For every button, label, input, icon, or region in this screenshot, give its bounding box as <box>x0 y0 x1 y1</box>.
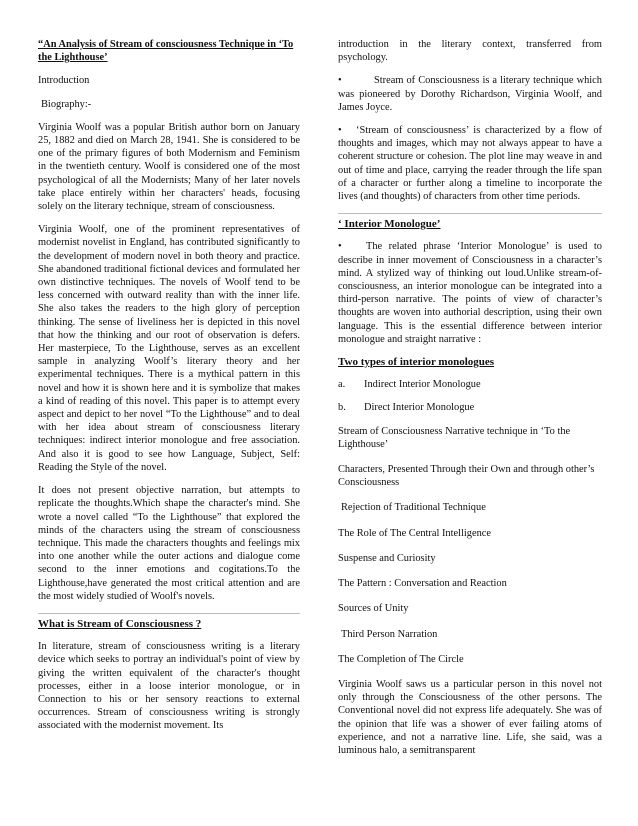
bullet-characterized-text: ‘Stream of consciousness’ is characterized by a flow of thoughts and images, which may not always appear to have a coherent structure or cohesion. The plot line may weave in and out of time and place, carrying the reader through the life span of a character or further along a timeline to incorporate the lives (and thoughts) of characters from other time periods. <box>338 125 602 203</box>
introduction-label: Introduction <box>38 75 90 87</box>
heading-interior-monologue: ‘ Interior Monologue’ <box>338 213 602 231</box>
topic-line-central-intelligence: The Role of The Central Intelligence <box>338 527 492 539</box>
list-marker-b: b. <box>338 402 346 414</box>
bullet-characterized <box>338 124 602 203</box>
right-column <box>338 38 602 767</box>
bullet-pioneers-text: Stream of Consciousness is a literary technique which was pioneered by Dorothy Richardson, Virginia Woolf, and James Joyce. <box>338 75 602 113</box>
biography-paragraph: Virginia Woolf was a popular British author born on January 25, 1882 and died on March 28, 1941. She is considered to be one of the primary figures of both Modernism and Feminism in the twentieth century. Woolf is considered one of the most psychological of all the Modernists; Many of her later novels take place entirely within her characters' heads, focusing solely on the literary technique, stream of consciousness. <box>38 121 300 213</box>
narration-paragraph: It does not present objective narration, but attempts to replicate the thoughts.Which shape the character's mind. She wrote a novel called “To the Lighthouse” that explored the minds of the characters using the stream of consciousness technique. This made the characters thoughts and feelings mix into one another while the outer actions and dialogue come second to the inner emotions and cogitations.To the Lighthouse,have generated the most critical attention and are the most widely studied of Woolf's novels. <box>38 485 300 602</box>
document-title: “An Analysis of Stream of consciousness Technique in ‘To the Lighthouse’ <box>38 39 294 64</box>
bullet-mark: • <box>338 75 342 87</box>
topic-line-third-person: Third Person Narration <box>341 628 438 640</box>
topic-line-pattern: The Pattern : Conversation and Reaction <box>338 578 507 590</box>
bullet-pioneers <box>338 74 602 114</box>
biography-label: Biography:- <box>41 98 92 110</box>
soc-definition-paragraph: In literature, stream of consciousness writing is a literary device which seeks to portray an individual's point of view by giving the written equivalent of the character's thought processes, either in a loose interior monologue, or in Connection to his or her sensory reactions to external occurrences. Stream of consciousness writing is strongly associated with the modernist movement. Its <box>38 641 300 732</box>
topic-line-suspense: Suspense and Curiosity <box>338 552 436 564</box>
bullet-mark: • <box>338 241 342 253</box>
list-item-indirect <box>338 378 602 391</box>
bullet-mark: • <box>338 125 342 137</box>
left-column <box>38 38 300 743</box>
continued-paragraph: introduction in the literary context, transferred from psychology. <box>338 39 602 64</box>
list-item-direct <box>338 401 602 414</box>
heading-what-is-soc: What is Stream of Consciousness ? <box>38 613 300 631</box>
list-marker-a: a. <box>338 379 346 391</box>
topic-line-circle: The Completion of The Circle <box>338 653 464 665</box>
topic-line-rejection: Rejection of Traditional Technique <box>341 502 486 514</box>
heading-two-types: Two types of interior monologues <box>338 356 495 369</box>
topic-line-characters: Characters, Presented Through their Own and through other’s Consciousness <box>338 464 595 489</box>
bullet-interior-monologue-text: The related phrase ‘Interior Monologue’ is used to describe in inner movement of Consciousness in a character’s mind. A stylized way of thinking out loud.Unlike stream-of-consciousness, an interior monologue can be integrated into a third-person narrative. The points of view of character’s thoughts are woven into authorial description, using their own language. This is the essential difference between interior monologue and straight narrative : <box>338 241 602 345</box>
list-item-indirect-text: Indirect Interior Monologue <box>364 379 481 391</box>
topic-line-narrative-technique: Stream of Consciousness Narrative technique in ‘To the Lighthouse’ <box>338 425 571 450</box>
bullet-interior-monologue <box>338 240 602 346</box>
topic-line-unity: Sources of Unity <box>338 603 409 615</box>
woolf-modernist-paragraph: Virginia Woolf, one of the prominent representatives of modernist novelist in England, has contributed significantly to the development of modern novel in both theory and practice. She abandoned traditional fictional devices and formulated her own distinctive techniques. The novels of Woolf tend to be less concerned with outward reality than with the inner life. She also takes the readers to the high glory of perception thinking. The sense of liveliness her is depicted in this novel that how the thinking and our root of observation is defers. Her masterpiece, To the Lighthouse, serves as an excellent sample in analyzing Woolf’s literary theory and her experimental techniques. There is a mythical pattern in this novel and how it is shown here and it is symbolize that makes a kind of reading of this novel. This paper is to attempt every aspect and depict to her novel “To the Lighthouse” and to deal with her idea about stream of consciousness literary techniques: indirect interior monologue and free association. And also it is good to see how Language, Subject, Self: Reading the Style of the novel. <box>38 224 300 473</box>
list-item-direct-text: Direct Interior Monologue <box>364 402 475 414</box>
closing-paragraph: Virginia Woolf saws us a particular person in this novel not only through the Consciousness of the other persons. The Conventional novel did not express life adequately. She was of the opinion that life was a shower of ever failing atoms of experience, and not a narrative line. Life, she said, was a luminous halo, a semitransparent <box>338 678 602 756</box>
